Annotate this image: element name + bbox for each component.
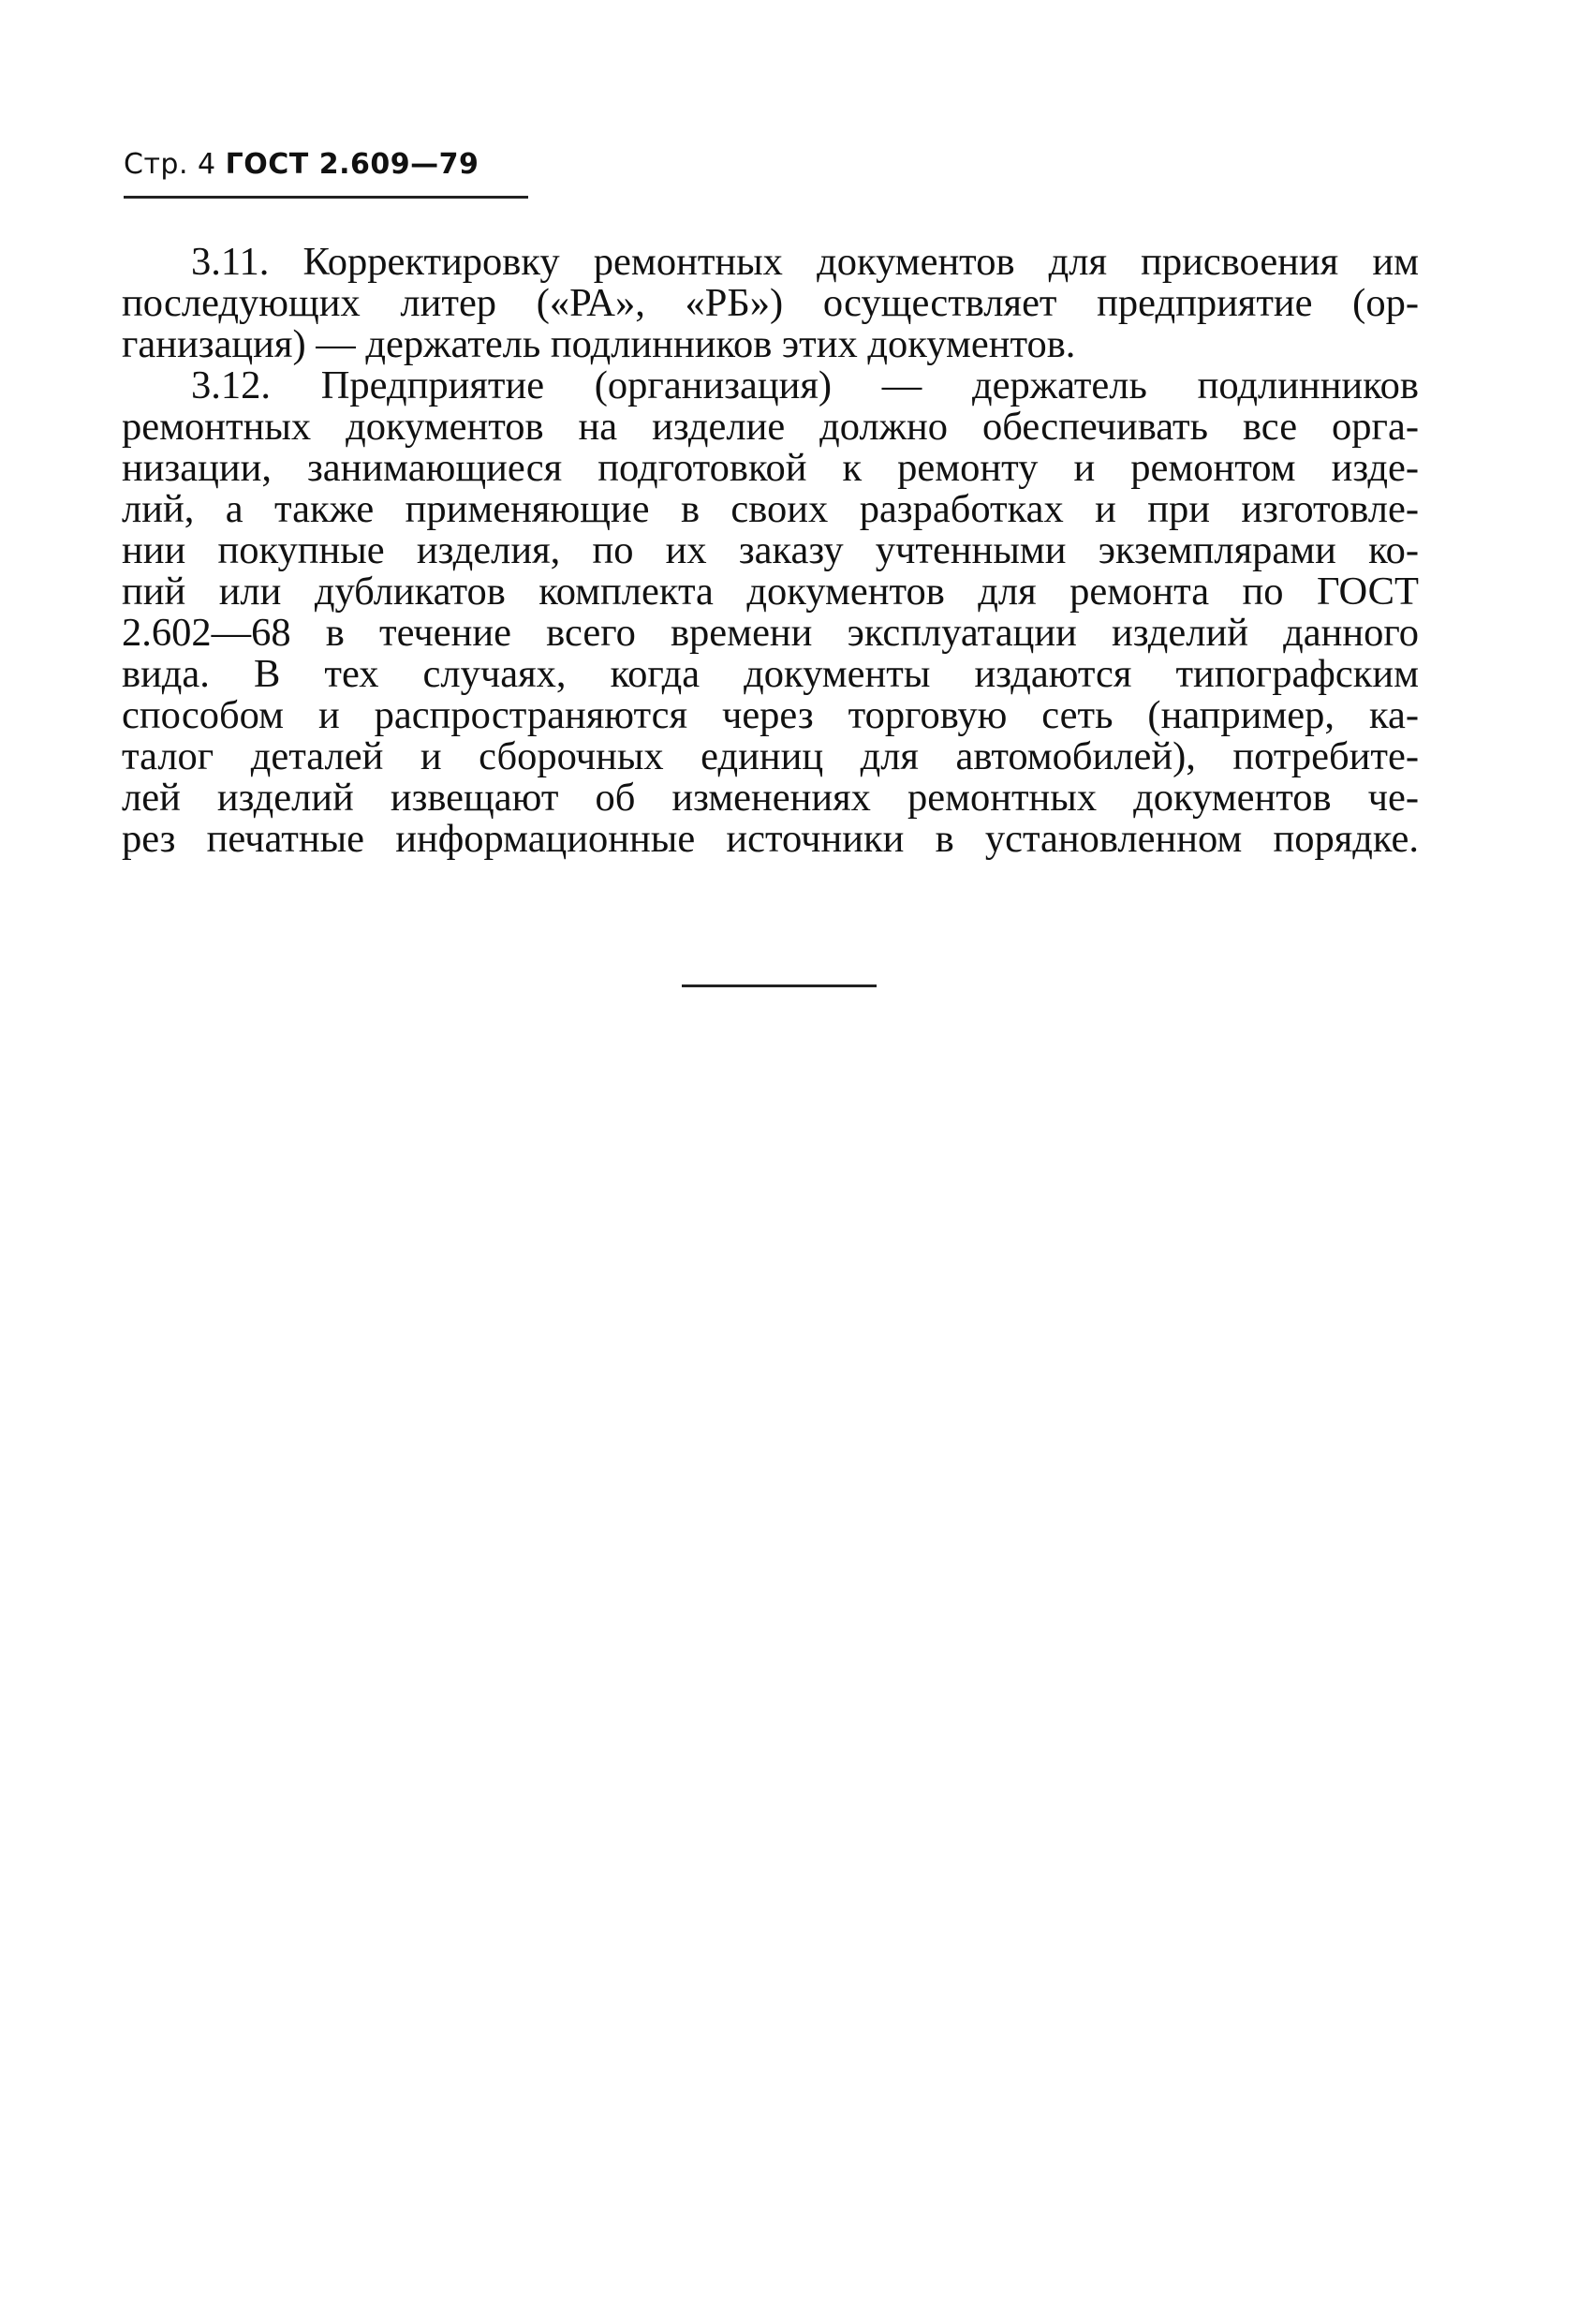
header-rule bbox=[124, 196, 528, 199]
text-line: ганизация) — держатель подлинников этих документов. bbox=[122, 324, 1076, 365]
text-line: рез печатные информационные источники в установленном порядке. bbox=[122, 819, 1419, 860]
standard-identifier: ГОСТ 2.609—79 bbox=[225, 148, 479, 181]
running-head bbox=[124, 148, 479, 182]
text-line: пий или дубликатов комплекта документов для ремонта по ГОСТ bbox=[122, 571, 1419, 613]
text-line: вида. В тех случаях, когда документы издаются типографским bbox=[122, 654, 1419, 695]
text-line: лей изделий извещают об изменениях ремонтных документов че- bbox=[122, 777, 1419, 819]
text-line: 3.11. Корректировку ремонтных документов для присвоения им bbox=[191, 242, 1419, 283]
text-line: талог деталей и сборочных единиц для автомобилей), потребите- bbox=[122, 736, 1419, 777]
body-text bbox=[122, 242, 1419, 860]
text-line: 2.602—68 в течение всего времени эксплуатации изделий данного bbox=[122, 613, 1419, 654]
paragraph-3-12 bbox=[122, 365, 1419, 860]
paragraph-3-11 bbox=[122, 242, 1419, 365]
text-line: лий, а также применяющие в своих разработках и при изготовле- bbox=[122, 489, 1419, 530]
text-line: ремонтных документов на изделие должно обеспечивать все орга- bbox=[122, 407, 1419, 448]
end-rule bbox=[682, 984, 877, 987]
page-number: Стр. 4 bbox=[124, 148, 216, 181]
text-line: низации, занимающиеся подготовкой к ремонту и ремонтом изде- bbox=[122, 448, 1419, 489]
text-line: последующих литер («РА», «РБ») осуществляет предприятие (ор- bbox=[122, 283, 1419, 324]
text-line: нии покупные изделия, по их заказу учтенными экземплярами ко- bbox=[122, 530, 1419, 571]
text-line: способом и распространяются через торговую сеть (например, ка- bbox=[122, 695, 1419, 736]
text-line: 3.12. Предприятие (организация) — держатель подлинников bbox=[191, 365, 1419, 407]
